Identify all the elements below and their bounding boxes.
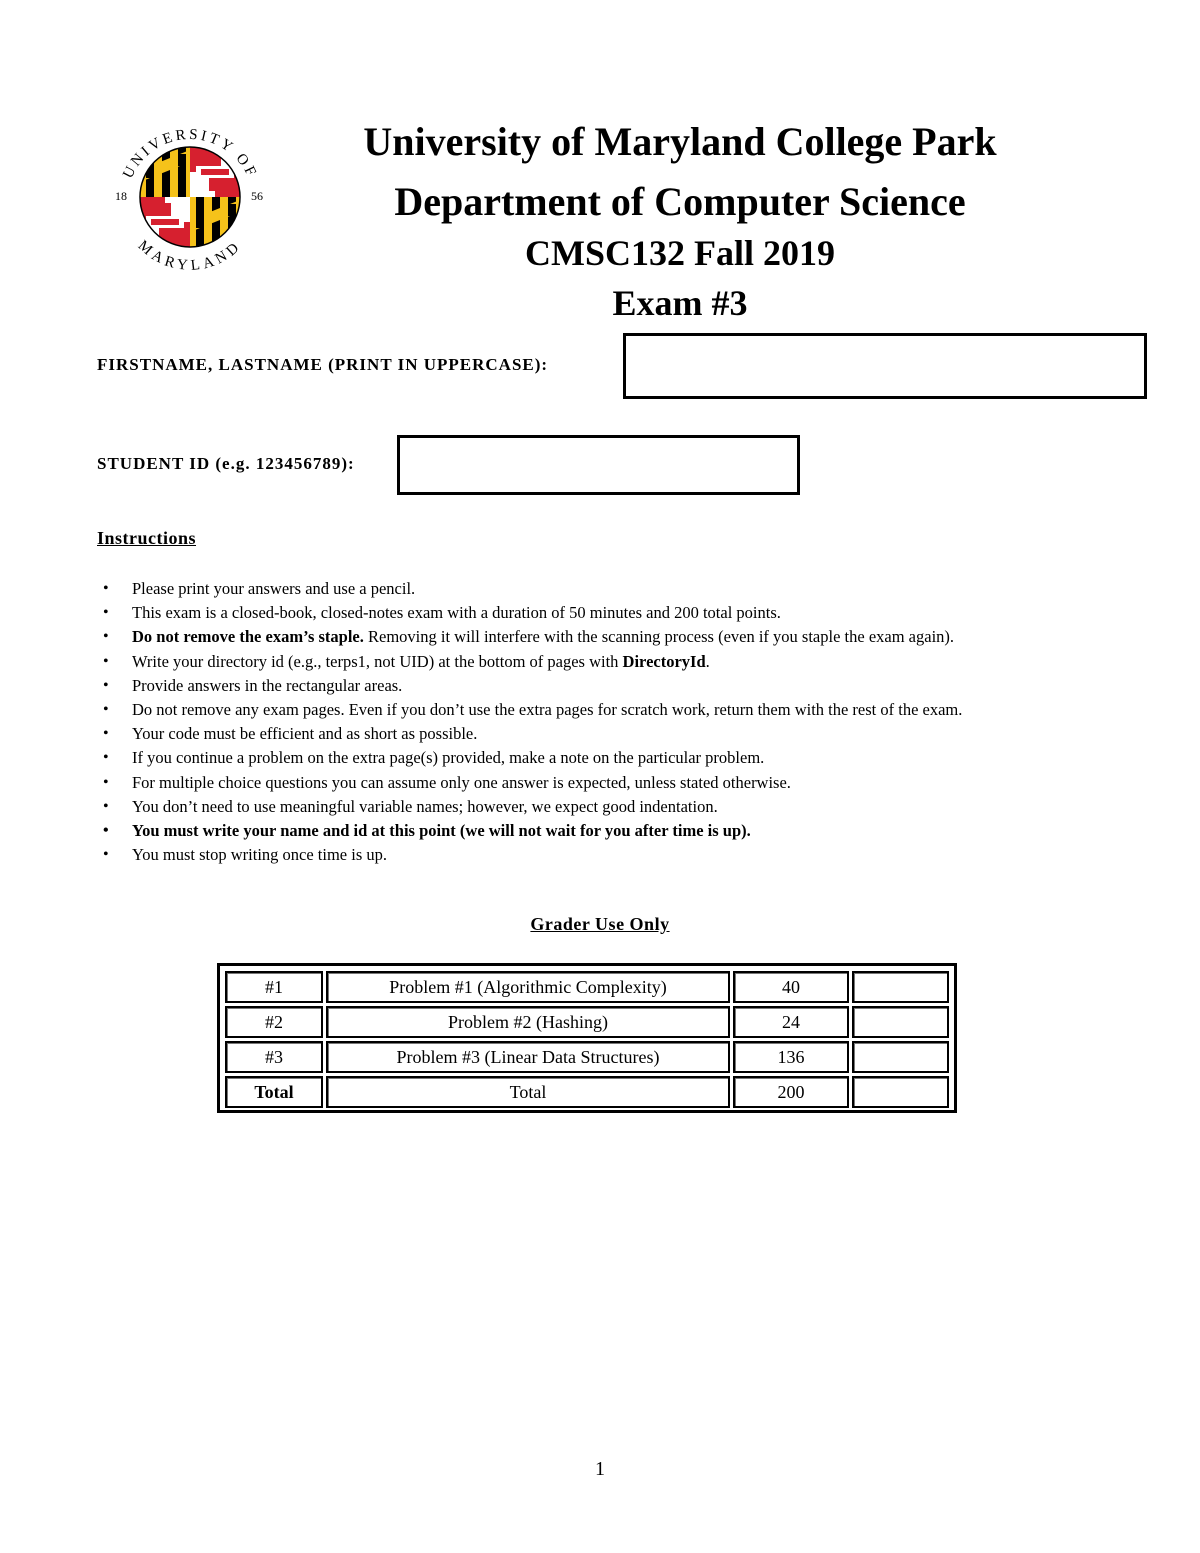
student-id-field-label: STUDENT ID (e.g. 123456789): xyxy=(97,454,355,473)
grader-table xyxy=(217,963,957,1113)
seal-text-top: UNIVERSITY OF xyxy=(120,126,260,182)
department-title: Department of Computer Science xyxy=(394,179,966,224)
instruction-item: • For multiple choice questions you can assume only one answer is expected, unless stated otherwise. xyxy=(97,771,1157,795)
problem-name-cell: Problem #2 (Hashing) xyxy=(326,1006,730,1038)
problem-name-cell: Total xyxy=(326,1076,730,1108)
name-field-label: FIRSTNAME, LASTNAME (PRINT IN UPPERCASE): xyxy=(97,355,549,374)
exam-title: Exam #3 xyxy=(612,283,748,323)
problem-name-cell: Problem #3 (Linear Data Structures) xyxy=(326,1041,730,1073)
problem-number-cell: #2 xyxy=(225,1006,323,1038)
instruction-item: • This exam is a closed-book, closed-notes exam with a duration of 50 minutes and 200 total points. xyxy=(97,601,1157,625)
instruction-item: • You don’t need to use meaningful variable names; however, we expect good indentation. xyxy=(97,795,1157,819)
instructions-heading: Instructions xyxy=(97,528,197,548)
grader-heading: Grader Use Only xyxy=(530,914,670,934)
points-cell: 24 xyxy=(733,1006,849,1038)
seal-year-left: 18 xyxy=(115,189,127,203)
instruction-item: • Write your directory id (e.g., terps1, not UID) at the bottom of pages with DirectoryId. xyxy=(97,650,1157,674)
course-title: CMSC132 Fall 2019 xyxy=(525,233,835,273)
problem-name-cell: Problem #1 (Algorithmic Complexity) xyxy=(326,971,730,1003)
score-cell[interactable] xyxy=(852,1076,949,1108)
instruction-item: • Do not remove the exam’s staple. Removing it will interfere with the scanning process (even if you staple the exam again). xyxy=(97,625,1157,649)
instruction-item: • If you continue a problem on the extra page(s) provided, make a note on the particular problem. xyxy=(97,746,1157,770)
instruction-item: • Do not remove any exam pages. Even if you don’t use the extra pages for scratch work, return them with the rest of the exam. xyxy=(97,698,1157,722)
student-id-field[interactable] xyxy=(397,435,800,495)
table-row xyxy=(225,1041,949,1073)
score-cell[interactable] xyxy=(852,1006,949,1038)
table-row xyxy=(225,1076,949,1108)
score-cell[interactable] xyxy=(852,971,949,1003)
problem-number-cell: #3 xyxy=(225,1041,323,1073)
instruction-item: • Please print your answers and use a pencil. xyxy=(97,577,1157,601)
score-cell[interactable] xyxy=(852,1041,949,1073)
instruction-item: • Your code must be efficient and as short as possible. xyxy=(97,722,1157,746)
instruction-item: • You must write your name and id at this point (we will not wait for you after time is up). xyxy=(97,819,1157,843)
points-cell: 136 xyxy=(733,1041,849,1073)
page-number: 1 xyxy=(595,1458,605,1480)
table-row xyxy=(225,971,949,1003)
instruction-item: • Provide answers in the rectangular areas. xyxy=(97,674,1157,698)
points-cell: 40 xyxy=(733,971,849,1003)
seal-year-right: 56 xyxy=(251,189,263,203)
university-title: University of Maryland College Park xyxy=(363,119,997,164)
instructions-list xyxy=(97,577,1157,867)
points-cell: 200 xyxy=(733,1076,849,1108)
name-field[interactable] xyxy=(623,333,1147,399)
instruction-item: • You must stop writing once time is up. xyxy=(97,843,1157,867)
problem-number-cell: #1 xyxy=(225,971,323,1003)
seal-text-bottom: MARYLAND xyxy=(134,237,246,275)
table-row xyxy=(225,1006,949,1038)
total-label-cell: Total xyxy=(225,1076,323,1108)
